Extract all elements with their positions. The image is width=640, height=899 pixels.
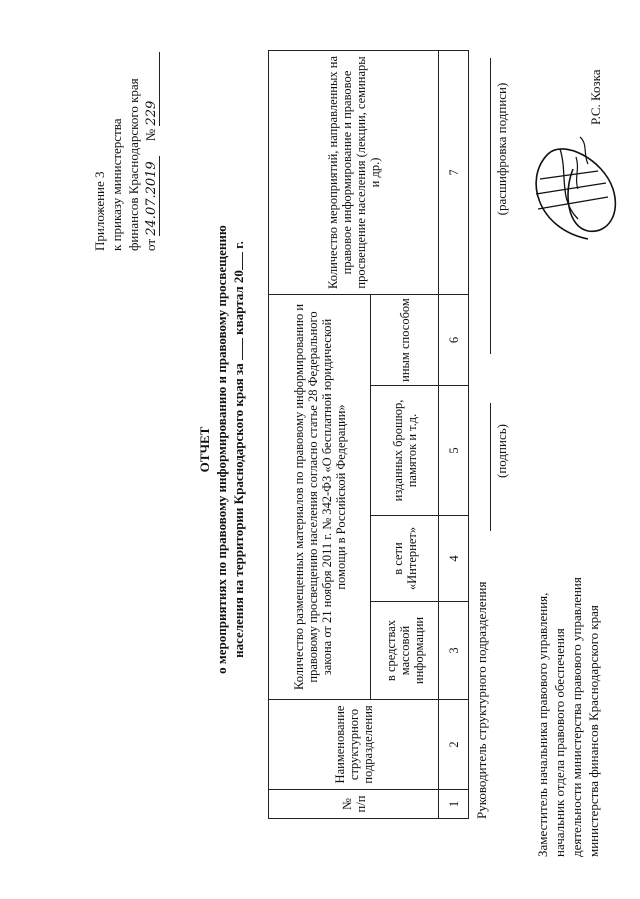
appendix-date-line <box>143 52 160 251</box>
column-number-row <box>439 50 469 818</box>
col-num-cell: 2 <box>439 700 469 790</box>
report-subtitle-period: населения на территории Краснодарского края за квартал 20 г. <box>231 241 246 658</box>
signature-line <box>490 403 491 499</box>
report-table <box>268 50 469 819</box>
header-other: иным способом <box>371 294 439 385</box>
col-num-cell: 5 <box>439 386 469 516</box>
col-num-cell: 3 <box>439 602 469 700</box>
appendix-line-3: финансов Краснодарского края <box>126 78 141 251</box>
header-num: № п/п <box>269 790 439 819</box>
deputy-line-2: начальник отдела правового обеспечения <box>552 628 567 857</box>
head-of-department-label: Руководитель структурного подразделения <box>474 581 489 819</box>
header-media: в средствах массовой информации <box>371 602 439 700</box>
header-materials-group: Количество размещенных материалов по правовому информированию и правовому просвещению населения согласно статье 28 Федерального закона от 21 ноября 2011 г. № 342-ФЗ «О бесплатной юридической помощи в Российской Федерации» <box>269 294 371 699</box>
col-num-cell: 1 <box>439 790 469 819</box>
header-name: Наименование структурного подразделения <box>269 700 439 790</box>
deputy-line-4: министерства финансов Краснодарского края <box>586 605 601 857</box>
header-internet: в сети «Интернет» <box>371 516 439 602</box>
signature-caption: (подпись) <box>494 424 509 478</box>
decode-line <box>490 58 491 354</box>
deputy-line-1: Заместитель начальника правового управления, <box>535 592 550 857</box>
report-subtitle: о мероприятиях по правовому информированию и правовому просвещению <box>214 225 229 674</box>
col-num-cell: 6 <box>439 294 469 385</box>
handwritten-signature <box>518 129 628 249</box>
deputy-name: Р.С. Козка <box>588 69 603 125</box>
report-title: ОТЧЕТ <box>197 426 212 473</box>
date-prefix: от <box>143 238 158 251</box>
appendix-line-1: Приложение 3 <box>92 171 107 251</box>
decode-caption: (расшифровка подписи) <box>494 82 509 216</box>
date-value: 24.07.2019 <box>144 156 160 236</box>
header-events: Количество мероприятий, направленных на правовое информирование и правовое просвещение населения (лекции, семинары и др.) <box>269 50 439 294</box>
deputy-line-3: деятельности министерства правового управления <box>569 577 584 857</box>
appendix-line-2: к приказу министерства <box>109 118 124 251</box>
col-num-cell: 7 <box>439 50 469 294</box>
header-brochures: изданных брошюр, памяток и т.д. <box>371 386 439 516</box>
number-value: 229 <box>144 52 160 126</box>
col-num-cell: 4 <box>439 516 469 602</box>
number-prefix: № <box>143 128 158 142</box>
